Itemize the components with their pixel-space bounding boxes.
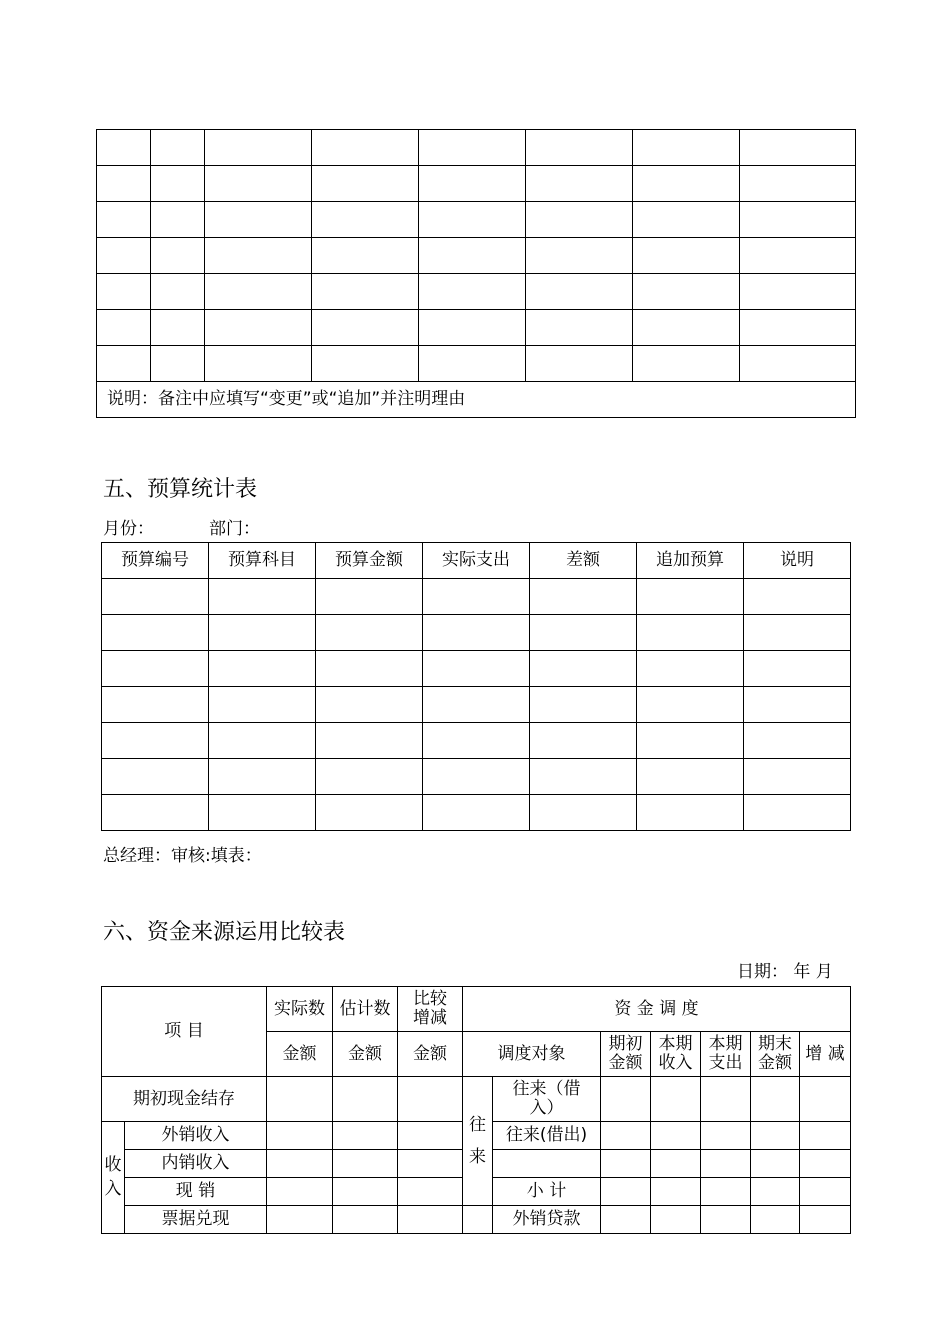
table-header-row — [102, 543, 851, 579]
table-cell — [419, 166, 526, 202]
subtotal-label: 小 计 — [493, 1178, 601, 1206]
header-cell: 预算编号 — [102, 543, 209, 579]
table-cell — [419, 346, 526, 382]
table-cell — [637, 651, 744, 687]
table-cell — [740, 166, 856, 202]
table-cell — [312, 274, 419, 310]
table-cell — [526, 130, 633, 166]
target-header: 调度对象 — [463, 1032, 601, 1077]
table-cell — [637, 615, 744, 651]
table-row — [97, 202, 856, 238]
table-cell — [205, 346, 312, 382]
table-cell — [744, 615, 851, 651]
table-cell — [97, 274, 151, 310]
table-cell — [744, 579, 851, 615]
table-cell — [151, 274, 205, 310]
table-cell — [740, 130, 856, 166]
amount-header: 金额 — [267, 1032, 333, 1077]
table-cell — [205, 274, 312, 310]
section5-title: 五、预算统计表 — [103, 477, 258, 502]
period-expense-header: 本期支出 — [701, 1032, 751, 1077]
domestic-income-label: 内销收入 — [125, 1150, 267, 1178]
header-cell: 预算科目 — [209, 543, 316, 579]
table-cell — [312, 346, 419, 382]
table-cell — [205, 202, 312, 238]
header-cell: 追加预算 — [637, 543, 744, 579]
table-cell — [744, 687, 851, 723]
table-cell — [151, 130, 205, 166]
table-cell — [102, 795, 209, 831]
amount-header: 金额 — [333, 1032, 398, 1077]
table-cell — [423, 759, 530, 795]
table-row — [97, 274, 856, 310]
table-cell — [151, 202, 205, 238]
table-row — [102, 795, 851, 831]
table-cell — [423, 723, 530, 759]
table-cell — [151, 346, 205, 382]
closing-amount-header: 期末金额 — [751, 1032, 800, 1077]
table-cell — [312, 202, 419, 238]
table-cell — [312, 166, 419, 202]
table-cell — [102, 723, 209, 759]
note-text: 说明：备注中应填写“变更”或“追加”并注明理由 — [97, 382, 856, 418]
item-header: 项 目 — [102, 987, 267, 1077]
table-cell — [740, 202, 856, 238]
table-cell — [209, 687, 316, 723]
table-cell — [744, 795, 851, 831]
table-cell — [97, 238, 151, 274]
table-cell — [526, 238, 633, 274]
table-cell — [316, 651, 423, 687]
table-row — [102, 759, 851, 795]
period-income-header: 本期收入 — [651, 1032, 701, 1077]
section6-title: 六、资金来源运用比较表 — [103, 920, 346, 945]
table-cell — [530, 651, 637, 687]
table-cell — [419, 238, 526, 274]
table-cell — [423, 615, 530, 651]
table-cell — [633, 346, 740, 382]
date-line: 日期： 年 月 — [737, 962, 833, 982]
table-cell — [102, 687, 209, 723]
table-cell — [316, 579, 423, 615]
table-cell — [419, 130, 526, 166]
table-cell — [526, 310, 633, 346]
table-cell — [633, 166, 740, 202]
table-cell — [209, 579, 316, 615]
table-row — [102, 687, 851, 723]
table-cell — [633, 130, 740, 166]
signature-line: 总经理：审核:填表： — [103, 846, 262, 866]
table-row — [102, 651, 851, 687]
note-row — [97, 382, 856, 418]
table-cell — [633, 238, 740, 274]
table-cell — [740, 346, 856, 382]
export-loan-label: 外销贷款 — [493, 1206, 601, 1234]
table-cell — [205, 130, 312, 166]
table-cell — [637, 795, 744, 831]
table-cell — [102, 651, 209, 687]
table-cell — [530, 723, 637, 759]
table-row — [102, 615, 851, 651]
department-label: 部门： — [209, 519, 260, 539]
borrow-in-label: 往来（借入） — [493, 1077, 601, 1122]
cash-sales-label: 现 销 — [125, 1178, 267, 1206]
table-cell — [102, 759, 209, 795]
table-cell — [97, 346, 151, 382]
table-cell — [530, 579, 637, 615]
table-cell — [637, 579, 744, 615]
table-cell — [316, 723, 423, 759]
table-cell — [526, 166, 633, 202]
table-cell — [740, 238, 856, 274]
table-cell — [209, 759, 316, 795]
table-cell — [744, 651, 851, 687]
table-cell — [530, 795, 637, 831]
opening-cash-label: 期初现金结存 — [102, 1077, 267, 1122]
fund-comparison-table — [101, 986, 851, 1234]
table-cell — [744, 723, 851, 759]
table-cell — [209, 723, 316, 759]
header-cell: 预算金额 — [316, 543, 423, 579]
amount-header: 金额 — [398, 1032, 463, 1077]
table-cell — [744, 759, 851, 795]
header-cell: 说明 — [744, 543, 851, 579]
table-cell — [209, 615, 316, 651]
table-cell — [151, 238, 205, 274]
table-cell — [637, 687, 744, 723]
estimate-header: 估计数 — [333, 987, 398, 1032]
table-cell — [419, 310, 526, 346]
table-cell — [530, 759, 637, 795]
change-header: 增 减 — [800, 1032, 851, 1077]
table-cell — [633, 202, 740, 238]
table-cell — [633, 310, 740, 346]
table-cell — [316, 759, 423, 795]
opening-amount-header: 期初金额 — [601, 1032, 651, 1077]
table-cell — [740, 274, 856, 310]
borrow-out-label: 往来(借出) — [493, 1122, 601, 1150]
table-cell — [97, 130, 151, 166]
table-row — [97, 346, 856, 382]
table-cell — [526, 202, 633, 238]
table-cell — [97, 310, 151, 346]
table-cell — [423, 651, 530, 687]
table-cell — [102, 579, 209, 615]
header-cell: 实际支出 — [423, 543, 530, 579]
table-row — [102, 723, 851, 759]
table-cell — [209, 795, 316, 831]
table-cell — [97, 202, 151, 238]
table-cell — [423, 687, 530, 723]
table-cell — [151, 310, 205, 346]
table-row — [97, 166, 856, 202]
table-cell — [526, 346, 633, 382]
table-cell — [419, 274, 526, 310]
table-cell — [205, 166, 312, 202]
table-cell — [205, 310, 312, 346]
table-cell — [423, 579, 530, 615]
table-row — [97, 310, 856, 346]
table-row — [97, 238, 856, 274]
table-cell — [419, 202, 526, 238]
table-cell — [633, 274, 740, 310]
table-cell — [209, 651, 316, 687]
table-cell — [526, 274, 633, 310]
table-cell — [740, 310, 856, 346]
table-cell — [316, 795, 423, 831]
table-cell — [316, 687, 423, 723]
table-row — [102, 579, 851, 615]
table-cell — [312, 238, 419, 274]
table-cell — [423, 795, 530, 831]
table-row — [97, 130, 856, 166]
table-cell — [316, 615, 423, 651]
table-cell — [97, 166, 151, 202]
month-label: 月份： — [103, 519, 154, 539]
table-cell — [637, 723, 744, 759]
table-cell — [530, 687, 637, 723]
export-income-label: 外销收入 — [125, 1122, 267, 1150]
table-cell — [637, 759, 744, 795]
table-cell — [151, 166, 205, 202]
table-cell — [102, 615, 209, 651]
compare-header: 比较增减 — [398, 987, 463, 1032]
bill-redemption-label: 票据兑现 — [125, 1206, 267, 1234]
actual-header: 实际数 — [267, 987, 333, 1032]
change-record-table — [96, 129, 856, 418]
table-cell — [205, 238, 312, 274]
header-cell: 差额 — [530, 543, 637, 579]
wanglai-group-label: 往来 — [463, 1077, 493, 1206]
table-cell — [312, 130, 419, 166]
table-cell — [312, 310, 419, 346]
budget-statistics-table — [101, 542, 851, 831]
fund-dispatch-header: 资 金 调 度 — [463, 987, 851, 1032]
table-cell — [530, 615, 637, 651]
income-group-label: 收入 — [102, 1122, 125, 1234]
